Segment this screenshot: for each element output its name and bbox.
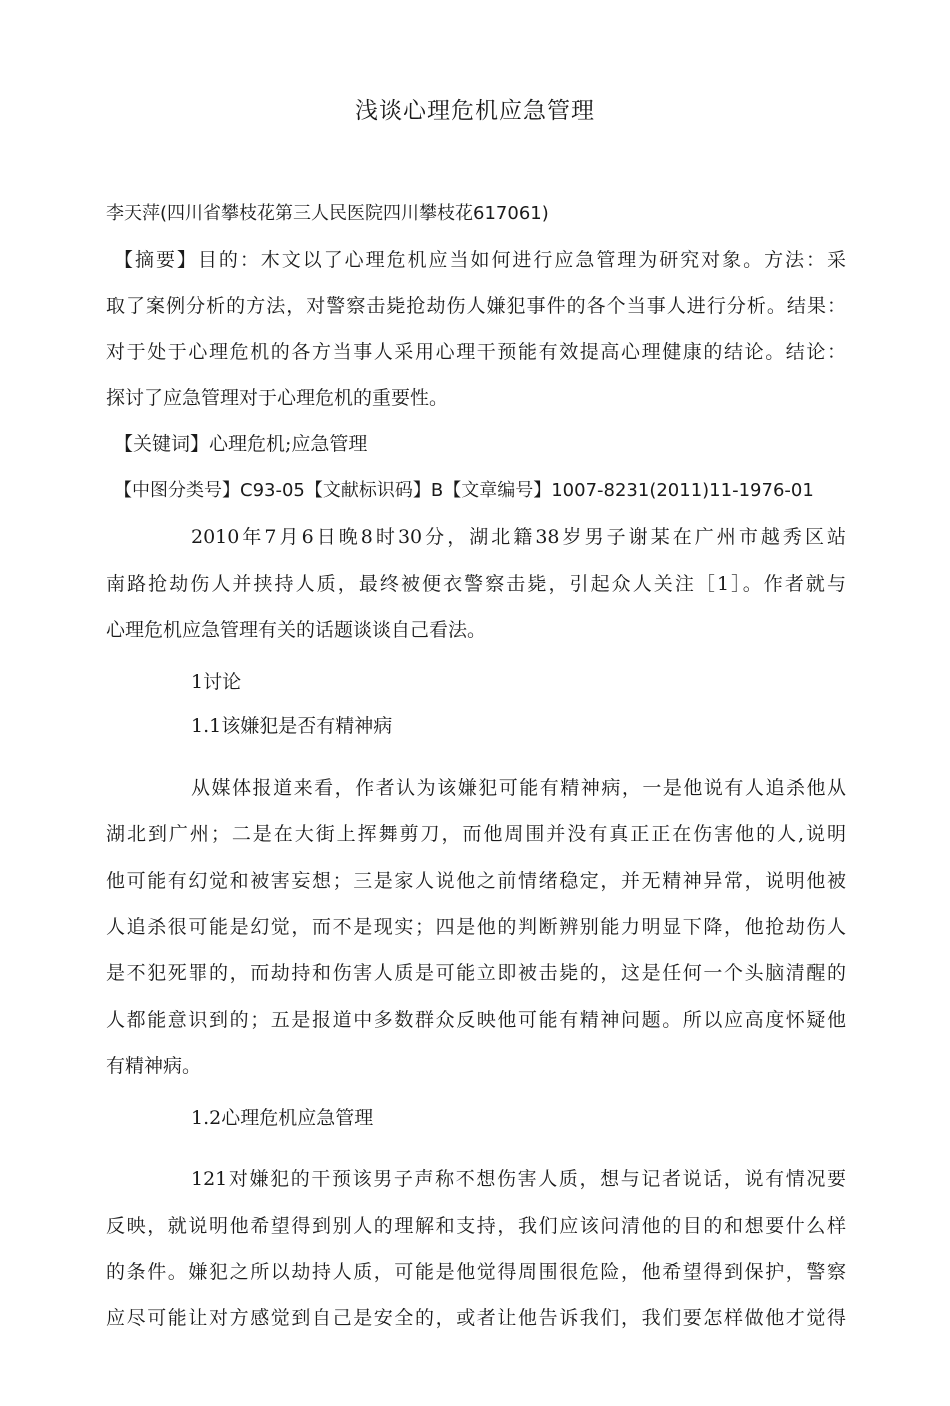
classification-line: 【中图分类号】C93-05【文献标识码】B【文章编号】1007-8231(2011)11-1976-01 [114, 480, 814, 501]
document-title: 浅谈心理危机应急管理 [355, 98, 595, 124]
abstract-line: 探讨了应急管理对于心理危机的重要性。 [106, 387, 449, 409]
body-line: 人都能意识到的；五是报道中多数群众反映他可能有精神问题。所以应高度怀疑他 [106, 1009, 846, 1031]
body-line: 从媒体报道来看，作者认为该嫌犯可能有精神病，一是他说有人追杀他从 [191, 777, 846, 799]
body-line: 的条件。嫌犯之所以劫持人质，可能是他觉得周围很危险，他希望得到保护，警察 [106, 1261, 846, 1283]
section-heading-1-2: 1.2心理危机应急管理 [191, 1107, 374, 1129]
body-line: 应尽可能让对方感觉到自己是安全的，或者让他告诉我们，我们要怎样做他才觉得 [106, 1307, 846, 1329]
author-affiliation: 李天萍(四川省攀枝花第三人民医院四川攀枝花617061) [106, 203, 549, 224]
abstract-line: 【摘要】目的：木文以了心理危机应当如何进行应急管理为研究对象。方法：采 [114, 249, 846, 271]
body-line: 是不犯死罪的，而劫持和伤害人质是可能立即被击毙的，这是任何一个头脑清醒的 [106, 962, 846, 984]
keywords: 【关键词】心理危机;应急管理 [114, 433, 368, 455]
body-line: 121对嫌犯的干预该男子声称不想伤害人质，想与记者说话，说有情况要 [191, 1168, 846, 1190]
body-line: 反映，就说明他希望得到别人的理解和支持，我们应该问清他的目的和想要什么样 [106, 1215, 846, 1237]
intro-line: 2010年7月6日晚8时30分，湖北籍38岁男子谢某在广州市越秀区站 [191, 526, 846, 548]
intro-line: 心理危机应急管理有关的话题谈谈自己看法。 [106, 619, 487, 641]
abstract-line: 取了案例分析的方法，对警察击毙抢劫伤人嫌犯事件的各个当事人进行分析。结果： [106, 295, 846, 317]
abstract-line: 对于处于心理危机的各方当事人采用心理干预能有效提高心理健康的结论。结论： [106, 341, 846, 363]
body-line: 湖北到广州；二是在大街上挥舞剪刀，而他周围并没有真正正在伤害他的人,说明 [106, 823, 846, 845]
section-heading-1: 1讨论 [191, 671, 242, 693]
intro-line: 南路抢劫伤人并挟持人质，最终被便衣警察击毙，引起众人关注［1］。作者就与 [106, 573, 846, 595]
body-line: 有精神病。 [106, 1055, 202, 1077]
section-heading-1-1: 1.1该嫌犯是否有精神病 [191, 715, 393, 737]
body-line: 人追杀很可能是幻觉，而不是现实；四是他的判断辨别能力明显下降，他抢劫伤人 [106, 916, 846, 938]
body-line: 他可能有幻觉和被害妄想；三是家人说他之前情绪稳定，并无精神异常，说明他被 [106, 870, 846, 892]
